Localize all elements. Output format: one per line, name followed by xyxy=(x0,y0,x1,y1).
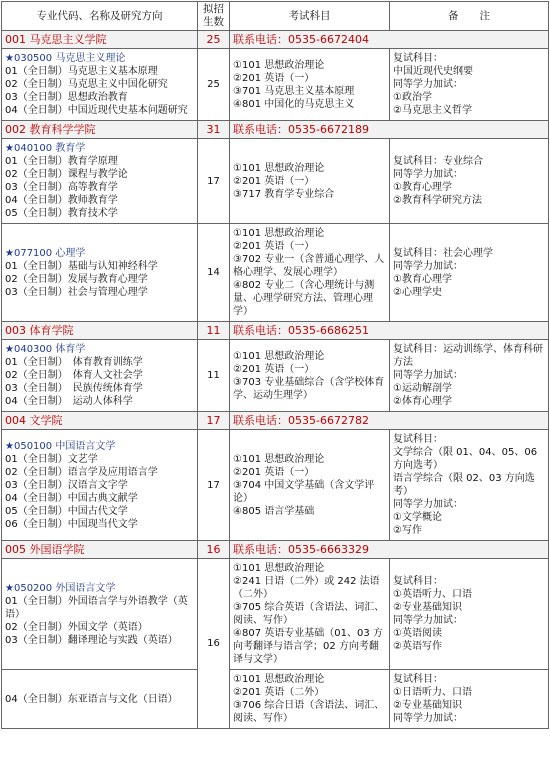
direction-item: 03（全日制）社会与管理心理学 xyxy=(5,286,148,298)
direction-item: 03（全日制）思想政治教育 xyxy=(5,92,128,103)
major-notes xyxy=(390,224,549,322)
note-item: 中国近现代史纲要 xyxy=(393,66,473,77)
note-item: ①文学概论 xyxy=(393,512,442,523)
exam-item: ③701 马克思主义基本原理 xyxy=(233,85,355,97)
major-notes xyxy=(390,49,549,121)
major-quota: 16 xyxy=(198,559,230,729)
major-notes xyxy=(390,670,549,729)
note-item: ①英语阅读 xyxy=(393,628,442,639)
major-notes xyxy=(390,139,549,224)
exam-item: ④805 语言学基础 xyxy=(233,505,315,517)
direction-item: 05（全日制）中国古代文学 xyxy=(5,505,128,517)
note-item: ①运动解剖学 xyxy=(393,383,452,394)
exam-item: ①101 思想政治理论 xyxy=(233,59,325,71)
header-quota: 拟招生数 xyxy=(198,2,230,31)
note-item: ①教育心理学 xyxy=(393,273,452,285)
college-quota: 17 xyxy=(198,412,230,430)
direction-item: 04（全日制）教师教育学 xyxy=(5,195,118,206)
note-item: ②专业基础知识 xyxy=(393,700,462,711)
major-directions xyxy=(2,139,198,224)
major-directions xyxy=(2,224,198,322)
note-item: 复试科目：运动训练学、体育科研方法 xyxy=(393,344,543,368)
major-directions xyxy=(2,430,198,541)
direction-item: 01（全日制）文艺学 xyxy=(5,453,98,465)
college-row xyxy=(2,412,549,430)
college-name: 002 教育科学学院 xyxy=(2,121,198,139)
major-quota: 17 xyxy=(198,430,230,541)
major-notes xyxy=(390,430,549,541)
college-row xyxy=(2,31,549,49)
exam-item: ①101 思想政治理论 xyxy=(233,563,325,574)
direction-item: 03（全日制）高等教育学 xyxy=(5,182,118,193)
major-exams xyxy=(230,49,390,121)
major-row xyxy=(2,139,549,224)
major-exams xyxy=(230,670,390,729)
direction-item: 05（全日制）教育技术学 xyxy=(5,208,118,219)
note-item: 同等学力加试： xyxy=(393,713,463,724)
direction-item: 03（全日制） 民族传统体育学 xyxy=(5,383,143,394)
exam-item: ④807 英语专业基础（01、03 方向考翻译与语言学；02 方向考翻译与文学） xyxy=(233,628,383,665)
major-quota: 17 xyxy=(198,139,230,224)
major-directions xyxy=(2,340,198,412)
major-exams xyxy=(230,224,390,322)
note-item: ②心理学史 xyxy=(393,286,442,298)
note-item: ②马克思主义哲学 xyxy=(393,105,472,116)
admissions-table xyxy=(1,1,549,729)
note-item: ②英语写作 xyxy=(393,641,442,652)
college-name: 003 体育学院 xyxy=(2,322,198,340)
major-row xyxy=(2,559,549,670)
note-item: ②写作 xyxy=(393,525,422,536)
college-name: 004 文学院 xyxy=(2,412,198,430)
college-row xyxy=(2,121,549,139)
note-item: 复试科目： xyxy=(393,576,443,587)
exam-item: ①101 思想政治理论 xyxy=(233,350,325,362)
direction-item: 01（全日制）教育学原理 xyxy=(5,156,118,167)
exam-item: ①101 思想政治理论 xyxy=(233,228,325,239)
note-item: 同等学力加试： xyxy=(393,370,463,381)
exam-item: ④801 中国化的马克思主义 xyxy=(233,98,355,110)
college-quota: 16 xyxy=(198,541,230,559)
major-notes xyxy=(390,559,549,670)
major-title: ★030500 马克思主义理论 xyxy=(5,53,126,64)
direction-item: 04（全日制）中国近现代史基本问题研究 xyxy=(5,105,188,116)
exam-item: ①101 思想政治理论 xyxy=(233,162,325,174)
exam-item: ②201 英语（二外） xyxy=(233,687,325,698)
direction-item: 04（全日制）中国古典文献学 xyxy=(5,492,138,504)
direction-item: 02（全日制）发展与教育心理学 xyxy=(5,273,148,285)
exam-item: ②201 英语（一） xyxy=(233,466,315,478)
table-header-row xyxy=(2,2,549,31)
major-row xyxy=(2,670,549,729)
exam-item: ②201 英语（一） xyxy=(233,175,315,187)
major-exams xyxy=(230,139,390,224)
note-item: ①日语听力、口语 xyxy=(393,687,472,698)
college-phone: 联系电话：0535-6672189 xyxy=(230,121,549,139)
header-notes: 备 注 xyxy=(390,2,549,31)
major-title: ★040300 体育学 xyxy=(5,344,86,355)
note-item: ①政治学 xyxy=(393,92,432,103)
exam-item: ②201 英语（一） xyxy=(233,363,315,375)
note-item: 同等学力加试： xyxy=(393,79,463,90)
college-quota: 31 xyxy=(198,121,230,139)
exam-item: ①101 思想政治理论 xyxy=(233,674,325,685)
major-title: ★040100 教育学 xyxy=(5,143,86,154)
major-row xyxy=(2,224,549,322)
note-item: 同等学力加试： xyxy=(393,260,463,272)
header-exams: 考试科目 xyxy=(230,2,390,31)
direction-item: 06（全日制）中国现当代文学 xyxy=(5,518,138,530)
exam-item: ②201 英语（一） xyxy=(233,72,315,84)
major-row xyxy=(2,430,549,541)
exam-item: ①101 思想政治理论 xyxy=(233,453,325,465)
note-item: 同等学力加试： xyxy=(393,169,463,180)
header-major: 专业代码、名称及研究方向 xyxy=(2,2,198,31)
note-item: 复试科目： xyxy=(393,674,443,685)
note-item: ②体育心理学 xyxy=(393,396,452,407)
note-item: 复试科目： xyxy=(393,53,443,64)
note-item: ②专业基础知识 xyxy=(393,602,462,613)
major-title: ★077100 心理学 xyxy=(5,247,86,259)
note-item: 同等学力加试： xyxy=(393,499,463,510)
exam-item: ③706 综合日语（含语法、词汇、阅读、写作） xyxy=(233,700,385,724)
college-row xyxy=(2,541,549,559)
college-quota: 25 xyxy=(198,31,230,49)
note-item: 复试科目：专业综合 xyxy=(393,156,483,167)
direction-item: 02（全日制）马克思主义中国化研究 xyxy=(5,79,168,90)
note-item: 复试科目：社会心理学 xyxy=(393,247,493,259)
note-item: ①教育心理学 xyxy=(393,182,452,193)
major-row xyxy=(2,49,549,121)
direction-item: 01（全日制） 体育教育训练学 xyxy=(5,357,143,368)
major-quota: 14 xyxy=(198,224,230,322)
major-directions xyxy=(2,670,198,729)
direction-item: 01（全日制）基础与认知神经科学 xyxy=(5,260,158,272)
college-name: 001 马克思主义学院 xyxy=(2,31,198,49)
exam-item: ③703 专业基础综合（含学校体育学、运动生理学） xyxy=(233,376,385,401)
college-phone: 联系电话：0535-6686251 xyxy=(230,322,549,340)
exam-item: ②201 英语（一） xyxy=(233,241,315,252)
major-quota: 11 xyxy=(198,340,230,412)
direction-item: 01（全日制）外国语言学与外语教学（英语） xyxy=(5,595,188,620)
exam-item: ③702 专业一（含普通心理学、人格心理学、发展心理学） xyxy=(233,254,385,278)
direction-item: 02（全日制）外国文学（英语） xyxy=(5,621,148,633)
college-quota: 11 xyxy=(198,322,230,340)
major-title: ★050200 外国语言文学 xyxy=(5,582,116,594)
note-item: 复试科目： xyxy=(393,434,443,445)
major-exams xyxy=(230,340,390,412)
note-item: ②教育科学研究方法 xyxy=(393,195,482,206)
exam-item: ④802 专业二（含心理统计与测量、心理学研究方法、管理心理学） xyxy=(233,280,375,317)
direction-item: 02（全日制） 体育人文社会学 xyxy=(5,370,143,381)
note-item: ①英语听力、口语 xyxy=(393,589,472,600)
major-quota: 25 xyxy=(198,49,230,121)
exam-item: ③704 中国文学基础（含文学评论） xyxy=(233,479,375,504)
major-row xyxy=(2,340,549,412)
direction-item: 04（全日制） 运动人体科学 xyxy=(5,396,133,407)
direction-item: 04（全日制）东亚语言与文化（日语） xyxy=(5,693,178,705)
direction-item: 01（全日制）马克思主义基本原理 xyxy=(5,66,158,77)
note-item: 同等学力加试： xyxy=(393,615,463,626)
direction-item: 03（全日制）汉语言文字学 xyxy=(5,479,128,491)
college-phone: 联系电话：0535-6672782 xyxy=(230,412,549,430)
major-notes xyxy=(390,340,549,412)
college-phone: 联系电话：0535-6663329 xyxy=(230,541,549,559)
direction-item: 02（全日制）语言学及应用语言学 xyxy=(5,466,158,478)
major-title: ★050100 中国语言文学 xyxy=(5,440,116,452)
college-phone: 联系电话：0535-6672404 xyxy=(230,31,549,49)
college-row xyxy=(2,322,549,340)
major-exams xyxy=(230,430,390,541)
college-name: 005 外国语学院 xyxy=(2,541,198,559)
major-exams xyxy=(230,559,390,670)
note-item: 文学综合（限 01、04、05、06 方向选考） xyxy=(393,447,538,471)
direction-item: 03（全日制）翻译理论与实践（英语） xyxy=(5,634,178,646)
exam-item: ③717 教育学专业综合 xyxy=(233,188,335,200)
exam-item: ②241 日语（二外）或 242 法语（二外） xyxy=(233,576,380,600)
major-directions xyxy=(2,49,198,121)
direction-item: 02（全日制）课程与教学论 xyxy=(5,169,128,180)
exam-item: ③705 综合英语（含语法、词汇、阅读、写作） xyxy=(233,602,385,626)
note-item: 语言学综合（限 02、03 方向选考） xyxy=(393,473,535,497)
major-directions xyxy=(2,559,198,670)
